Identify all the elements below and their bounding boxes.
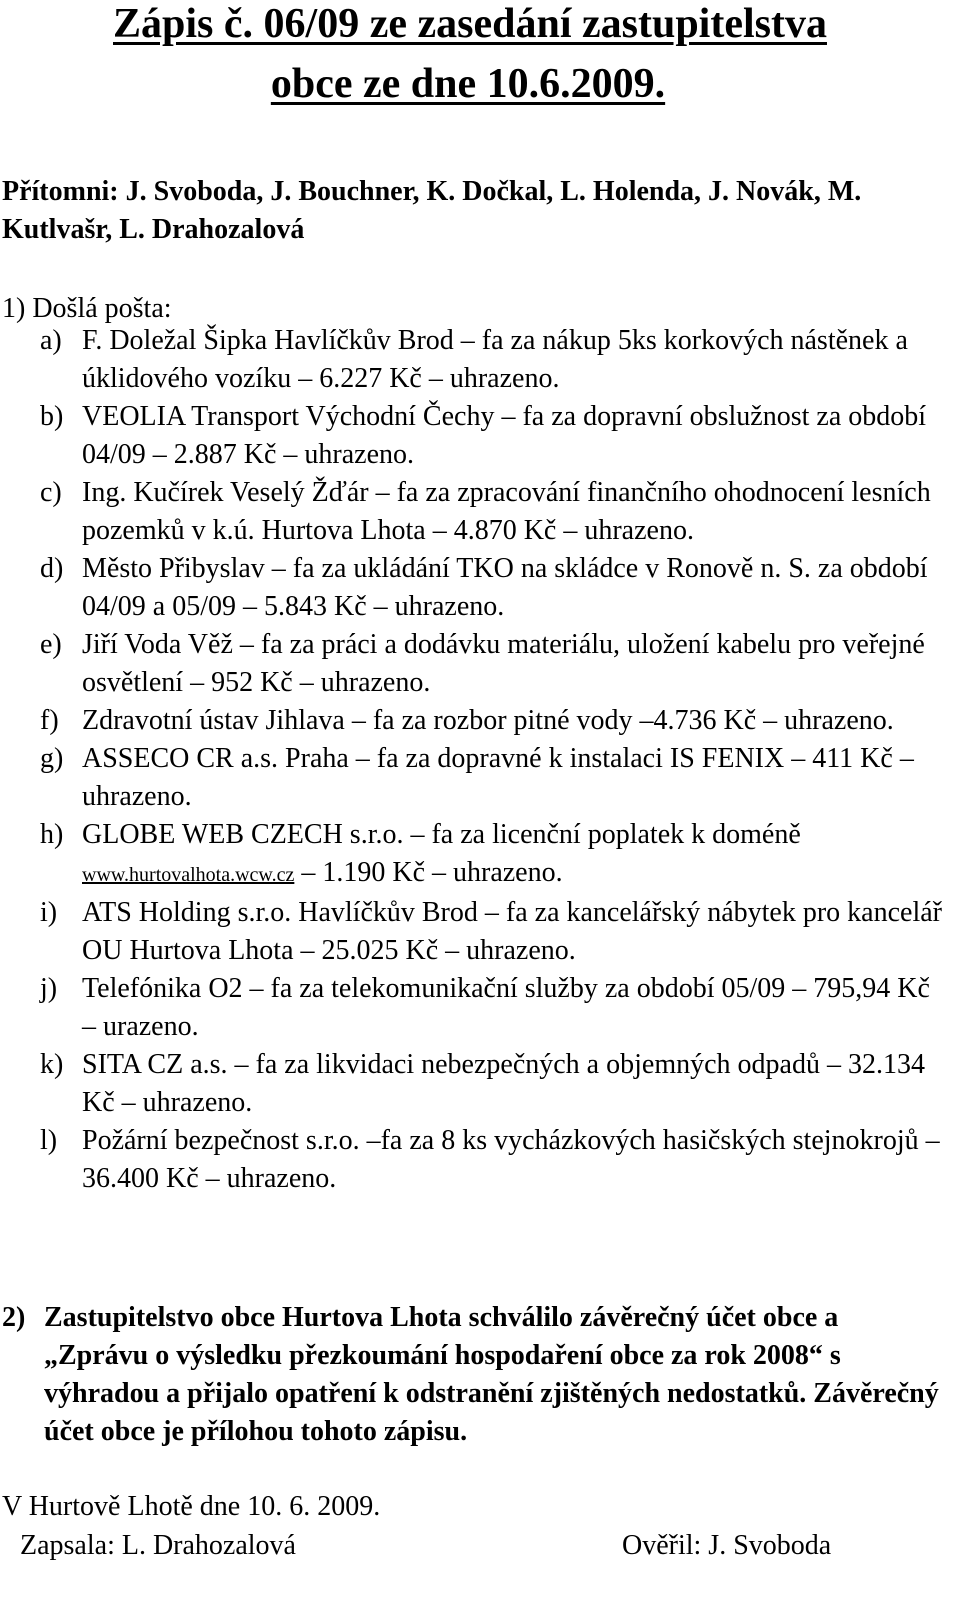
section-1-heading: 1) Došlá pošta: [2,293,172,324]
document-title-line-1: Zápis č. 06/09 ze zasedání zastupitelstva [113,1,827,47]
item-letter: j) [40,973,58,1004]
item-text: VEOLIA Transport Východní Čechy – fa za dopravní obslužnost za období 04/09 – 2.887 Kč – uhrazeno. [82,401,927,470]
item-letter: h) [40,819,64,850]
attendees: Přítomni: J. Svoboda, J. Bouchner, K. Dočkal, L. Holenda, J. Novák, M. Kutlvašr, L. Drahozalová [2,176,862,245]
incoming-mail-list [40,322,950,1198]
mail-item-l [40,1122,950,1198]
item-letter: b) [40,401,64,432]
item-text: Zdravotní ústav Jihlava – fa za rozbor pitné vody –4.736 Kč – uhrazeno. [82,705,894,736]
place-and-date: V Hurtově Lhotě dne 10. 6. 2009. [2,1491,381,1522]
mail-item-j [40,970,950,1046]
mail-item-h [40,816,950,894]
mail-item-g [40,740,950,816]
item-letter: e) [40,629,62,660]
item-text: Město Přibyslav – fa za ukládání TKO na skládce v Ronově n. S. za období 04/09 a 05/09 – 5.843 Kč – uhrazeno. [82,553,928,622]
mail-item-i [40,894,950,970]
section-2-resolution [2,1299,947,1451]
item-letter: l) [40,1125,58,1156]
mail-item-f [40,702,950,740]
item-text-before-url: GLOBE WEB CZECH s.r.o. – fa za licenční poplatek k doméně [82,819,801,850]
item-text-after-url: – 1.190 Kč – uhrazeno. [294,857,563,888]
mail-item-a [40,322,950,398]
item-letter: a) [40,325,62,356]
item-text: SITA CZ a.s. – fa za likvidaci nebezpečných a objemných odpadů – 32.134 Kč – uhrazeno. [82,1049,925,1118]
mail-item-e [40,626,950,702]
item-text: Požární bezpečnost s.r.o. –fa za 8 ks vycházkových hasičských stejnokrojů – 36.400 Kč – uhrazeno. [82,1125,940,1194]
item-text: Telefónika O2 – fa za telekomunikační služby za období 05/09 – 795,94 Kč – urazeno. [82,973,930,1042]
item-text: ASSECO CR a.s. Praha – fa za dopravné k instalaci IS FENIX – 411 Kč – uhrazeno. [82,743,914,812]
item-letter: k) [40,1049,64,1080]
section-2-text: Zastupitelstvo obce Hurtova Lhota schválilo závěrečný účet obce a „Zprávu o výsledku přezkoumání hospodaření obce za rok 2008“ s výhradou a přijalo opatření k odstranění zjištěných nedostatků. Závěrečný účet obce je přílohou tohoto zápisu. [44,1302,939,1447]
item-letter: f) [40,705,59,736]
section-2-number: 2) [2,1302,26,1333]
mail-item-b [40,398,950,474]
item-text: F. Doležal Šipka Havlíčkův Brod – fa za nákup 5ks korkových nástěnek a úklidového vozíku – 6.227 Kč – uhrazeno. [82,325,908,394]
document-title-line-2: obce ze dne 10.6.2009. [270,61,666,107]
mail-item-c [40,474,950,550]
verified-by: Ověřil: J. Svoboda [622,1530,832,1561]
item-letter: i) [40,897,58,928]
item-text: ATS Holding s.r.o. Havlíčkův Brod – fa za kancelářský nábytek pro kancelář OU Hurtova Lhota – 25.025 Kč – uhrazeno. [82,897,942,966]
item-letter: g) [40,743,64,774]
item-letter: d) [40,553,64,584]
item-letter: c) [40,477,62,508]
item-text: Jiří Voda Věž – fa za práci a dodávku materiálu, uložení kabelu pro veřejné osvětlení – 952 Kč – uhrazeno. [82,629,925,698]
recorded-by: Zapsala: L. Drahozalová [20,1530,296,1561]
mail-item-d [40,550,950,626]
domain-link[interactable]: www.hurtovalhota.wcw.cz [82,864,295,886]
item-text [82,816,950,894]
item-text: Ing. Kučírek Veselý Žďár – fa za zpracování finančního ohodnocení lesních pozemků v k.ú. Hurtova Lhota – 4.870 Kč – uhrazeno. [82,477,931,546]
mail-item-k [40,1046,950,1122]
